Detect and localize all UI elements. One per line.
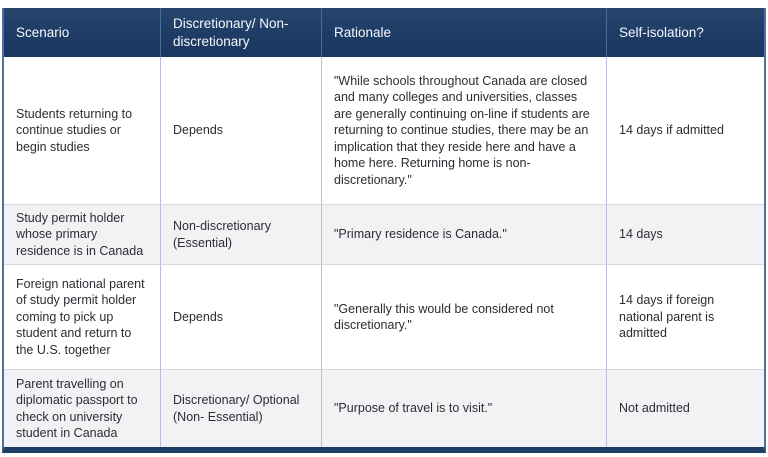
category-text: Discretionary/ Optional (Non- Essential) xyxy=(173,393,300,424)
header-rationale-label: Rationale xyxy=(334,24,392,40)
cell-rationale-row2 xyxy=(322,205,607,265)
header-discretionary-label: Discretionary/ Non-discretionary xyxy=(173,15,289,49)
cell-self-isolation-row2 xyxy=(607,205,764,265)
self-isolation-text: 14 days xyxy=(619,227,663,242)
header-rationale xyxy=(322,8,607,57)
cell-category-row4 xyxy=(161,370,322,447)
cell-scenario-row3 xyxy=(4,265,161,370)
travel-scenarios-table xyxy=(2,8,766,453)
category-text: Non-discretionary (Essential) xyxy=(173,219,271,250)
cell-scenario-row1 xyxy=(4,57,161,205)
rationale-text: "Primary residence is Canada." xyxy=(334,227,507,242)
scenario-text: Study permit holder whose primary residence is in Canada xyxy=(16,210,144,258)
cell-rationale-row3 xyxy=(322,265,607,370)
category-text: Depends xyxy=(173,123,224,138)
scenario-text: Students returning to continue studies or begin studies xyxy=(16,106,133,154)
scenario-text: Parent travelling on diplomatic passport to check on university student in Canada xyxy=(16,376,138,440)
scenario-text: Foreign national parent of study permit holder coming to pick up student and return to the U.S. together xyxy=(16,276,145,357)
self-isolation-text: 14 days if foreign national parent is admitted xyxy=(619,293,715,341)
cell-category-row1 xyxy=(161,57,322,205)
rationale-text: "While schools throughout Canada are closed and many colleges and universities, classes are generally continuing on-line if students are returning to continue studies, there may be an implication that they reside here and have a home here. Returning home is non-discretionary." xyxy=(334,73,590,187)
rationale-text: "Purpose of travel is to visit." xyxy=(334,401,493,416)
cell-category-row2 xyxy=(161,205,322,265)
category-text: Depends xyxy=(173,309,224,324)
cell-category-row3 xyxy=(161,265,322,370)
cell-scenario-row4 xyxy=(4,370,161,447)
cell-self-isolation-row3 xyxy=(607,265,764,370)
self-isolation-text: 14 days if admitted xyxy=(619,123,724,138)
rationale-text: "Generally this would be considered not discretionary." xyxy=(334,301,554,332)
cell-self-isolation-row4 xyxy=(607,370,764,447)
header-self-isolation-label: Self-isolation? xyxy=(619,24,704,40)
self-isolation-text: Not admitted xyxy=(619,401,690,416)
header-scenario xyxy=(4,8,161,57)
cell-rationale-row4 xyxy=(322,370,607,447)
header-self-isolation xyxy=(607,8,764,57)
header-discretionary xyxy=(161,8,322,57)
cell-scenario-row2 xyxy=(4,205,161,265)
header-scenario-label: Scenario xyxy=(16,24,70,40)
cell-rationale-row1 xyxy=(322,57,607,205)
cell-self-isolation-row1 xyxy=(607,57,764,205)
